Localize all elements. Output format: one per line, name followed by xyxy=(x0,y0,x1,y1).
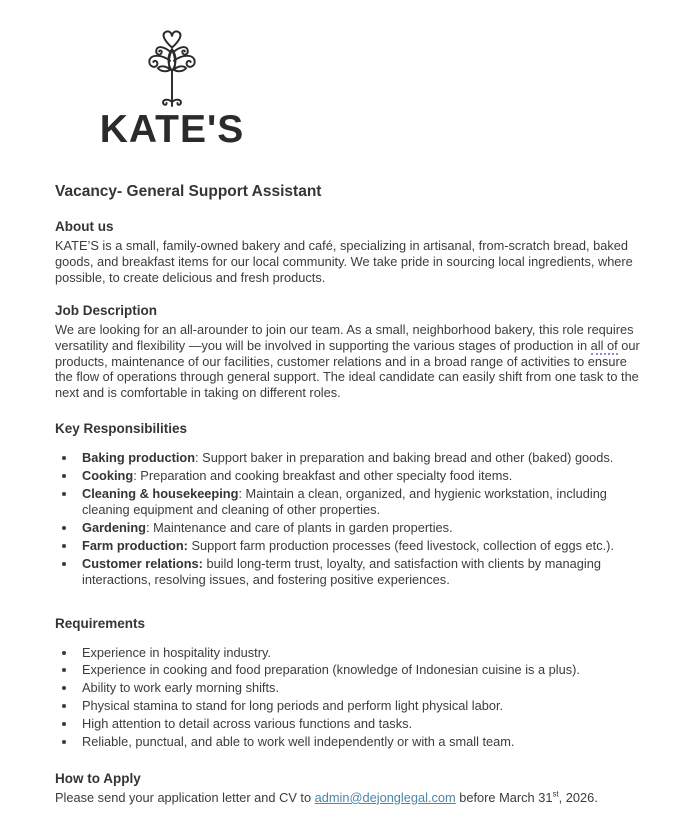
bullet-lead: Cooking xyxy=(82,468,134,484)
bullet-lead: Gardening xyxy=(82,519,146,535)
bullet-rest: : Maintenance and care of plants in garden properties. xyxy=(146,519,453,535)
apply-text-tail: , 2026. xyxy=(558,789,598,805)
page-title: Vacancy- General Support Assistant xyxy=(55,183,322,200)
list-item-morning-shifts: • Ability to work early morning shifts. xyxy=(77,680,642,696)
job-description-text-before: We are looking for an all-arounder to join our team. As a small, neighborhood bakery, this role requires versatility and flexibility —you will be involved in supporting the various stages of production in xyxy=(55,321,634,353)
apply-text-before-link: Please send your application letter and CV to xyxy=(55,789,315,805)
job-description-body xyxy=(55,322,642,402)
how-to-apply-heading: How to Apply xyxy=(55,770,141,786)
how-to-apply-body xyxy=(55,790,642,806)
requirements-list xyxy=(55,645,642,750)
list-item-customer-relations xyxy=(77,556,642,588)
logo-wordmark: KATE'S xyxy=(99,108,245,151)
flourish-tree-heart-icon xyxy=(139,28,205,108)
section-job-description xyxy=(55,303,642,402)
list-item-cleaning-housekeeping xyxy=(77,486,642,518)
bullet-lead: Customer relations: xyxy=(82,555,203,571)
job-description-heading: Job Description xyxy=(55,302,158,318)
about-heading: About us xyxy=(55,219,114,234)
list-item-baking-production xyxy=(77,450,642,466)
list-item-cooking xyxy=(77,468,642,484)
bullet-rest: : Maintain a clean, organized, and hygienic workstation, including cleaning equipment and cleaning of other properties. xyxy=(82,486,607,517)
bullet-rest: : Support baker in preparation and baking bread and other (baked) goods. xyxy=(195,450,614,466)
requirements-heading: Requirements xyxy=(55,615,146,631)
job-description-text-after: our products, maintenance of our facilities, customer relations and in a broad range of activities to ensure the flow of operations through general support. The ideal candidate can easily shift from one task to the next and is comfortable in taking on different roles. xyxy=(55,337,640,401)
bullet-rest: : Preparation and cooking breakfast and other specialty food items. xyxy=(133,468,513,484)
key-responsibilities-list xyxy=(55,450,642,587)
list-item-physical-stamina: • Physical stamina to stand for long periods and perform light physical labor. xyxy=(77,698,642,714)
list-item-reliable-punctual: • Reliable, punctual, and able to work well independently or with a small team. xyxy=(77,734,642,750)
bullet-lead: Farm production: xyxy=(82,537,188,553)
section-key-responsibilities xyxy=(55,421,642,587)
bullet-lead: Cleaning & housekeeping xyxy=(82,486,239,502)
bullet-rest: build long-term trust, loyalty, and satisfaction with clients by managing interactions, resolving issues, and fostering positive experiences. xyxy=(82,555,601,587)
grammar-flagged-text: all of xyxy=(590,337,618,353)
list-item-cooking-experience: • Experience in cooking and food preparation (knowledge of Indonesian cuisine is a plus). xyxy=(77,662,642,678)
logo xyxy=(97,28,247,149)
key-responsibilities-heading: Key Responsibilities xyxy=(55,421,188,437)
date-ordinal-suffix: st xyxy=(552,789,559,799)
email-link[interactable]: admin@dejonglegal.com xyxy=(314,789,456,805)
bullet-rest: Support farm production processes (feed livestock, collection of eggs etc.). xyxy=(187,537,614,553)
list-item-hospitality: • Experience in hospitality industry. xyxy=(77,645,642,661)
list-item-attention-to-detail: • High attention to detail across various functions and tasks. xyxy=(77,716,642,732)
section-about xyxy=(55,219,642,286)
list-item-farm-production xyxy=(77,538,642,554)
list-item-gardening xyxy=(77,520,642,536)
bullet-lead: Baking production xyxy=(82,450,196,466)
section-how-to-apply xyxy=(55,771,642,806)
apply-text-after-link: before March 31 xyxy=(455,789,553,805)
section-requirements xyxy=(55,616,642,750)
about-body: KATE’S is a small, family-owned bakery and café, specializing in artisanal, from-scratch bread, baked goods, and breakfast items for our local community. We take pride in sourcing local ingredients, where possible, to create delicious and fresh products. xyxy=(55,238,633,285)
